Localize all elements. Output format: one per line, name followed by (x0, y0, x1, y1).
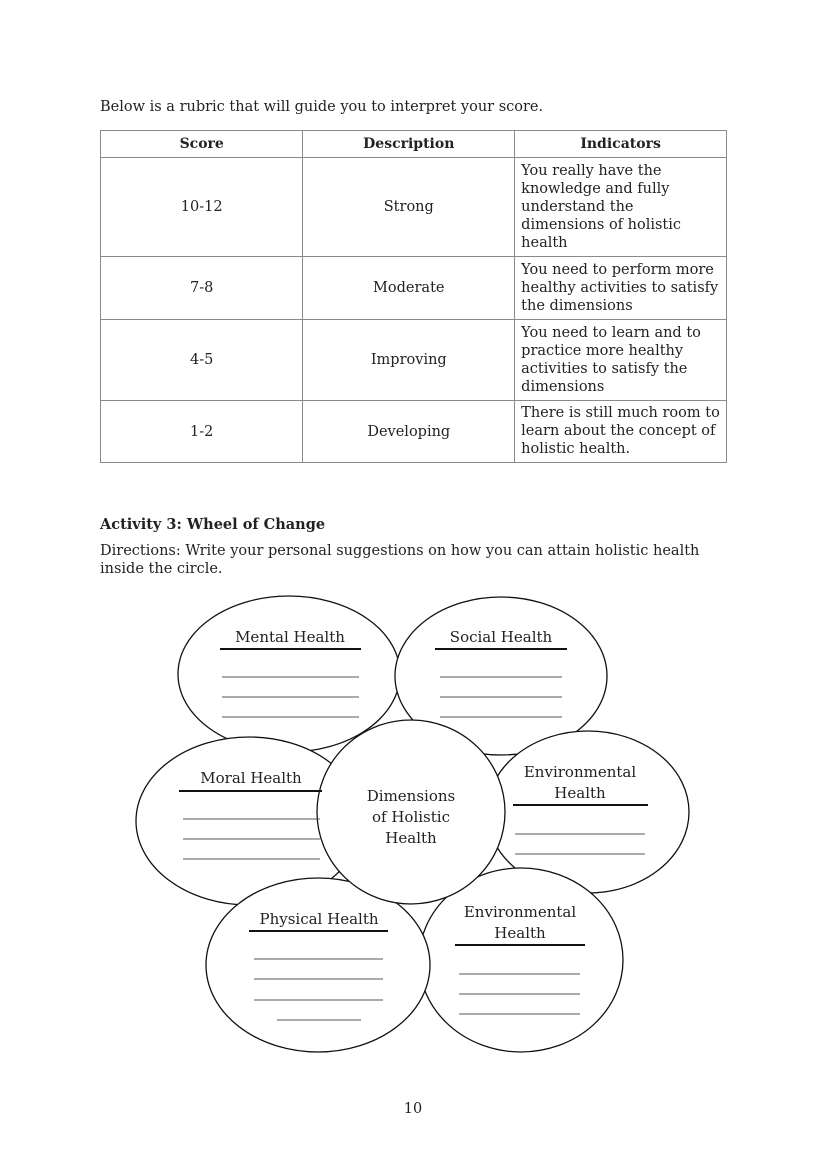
header-indicators: Indicators (515, 131, 727, 158)
activity-directions: Directions: Write your personal suggestions on how you can attain holistic health inside the circle. (100, 543, 700, 577)
activity-title: Activity 3: Wheel of Change (100, 516, 326, 533)
indicators-cell: You need to learn and to practice more healthy activities to satisfy the dimensions (515, 320, 727, 401)
header-description: Description (303, 131, 515, 158)
environmental-right-label-line2: Health (554, 784, 606, 802)
indicators-cell: You need to perform more healthy activities to satisfy the dimensions (515, 257, 727, 320)
header-score: Score (101, 131, 303, 158)
score-cell: 4-5 (101, 320, 303, 401)
score-cell: 1-2 (101, 401, 303, 463)
indicators-cell: There is still much room to learn about the concept of holistic health. (515, 401, 727, 463)
description-cell: Moderate (303, 257, 515, 320)
environmental-bottom-label-line2: Health (494, 924, 546, 942)
rubric-intro-text: Below is a rubric that will guide you to interpret your score. (100, 99, 544, 115)
mental-health-label: Mental Health (235, 628, 345, 646)
center-label-line1: Dimensions (366, 787, 456, 805)
center-label-line3: Health (385, 829, 437, 847)
moral-health-label: Moral Health (200, 769, 302, 787)
environmental-right-label-line1: Environmental (523, 763, 637, 781)
score-cell: 10-12 (101, 158, 303, 257)
indicators-cell: You really have the knowledge and fully understand the dimensions of holistic health (515, 158, 727, 257)
social-health-label: Social Health (449, 628, 553, 646)
description-cell: Improving (303, 320, 515, 401)
center-label-line2: of Holistic (372, 808, 450, 826)
environmental-bottom-label-line1: Environmental (463, 903, 577, 921)
score-cell: 7-8 (101, 257, 303, 320)
physical-health-label: Physical Health (259, 910, 379, 928)
physical-health-ellipse (206, 878, 430, 1052)
mental-health-ellipse (178, 596, 400, 752)
page-number: 10 (403, 1101, 423, 1117)
description-cell: Developing (303, 401, 515, 463)
description-cell: Strong (303, 158, 515, 257)
